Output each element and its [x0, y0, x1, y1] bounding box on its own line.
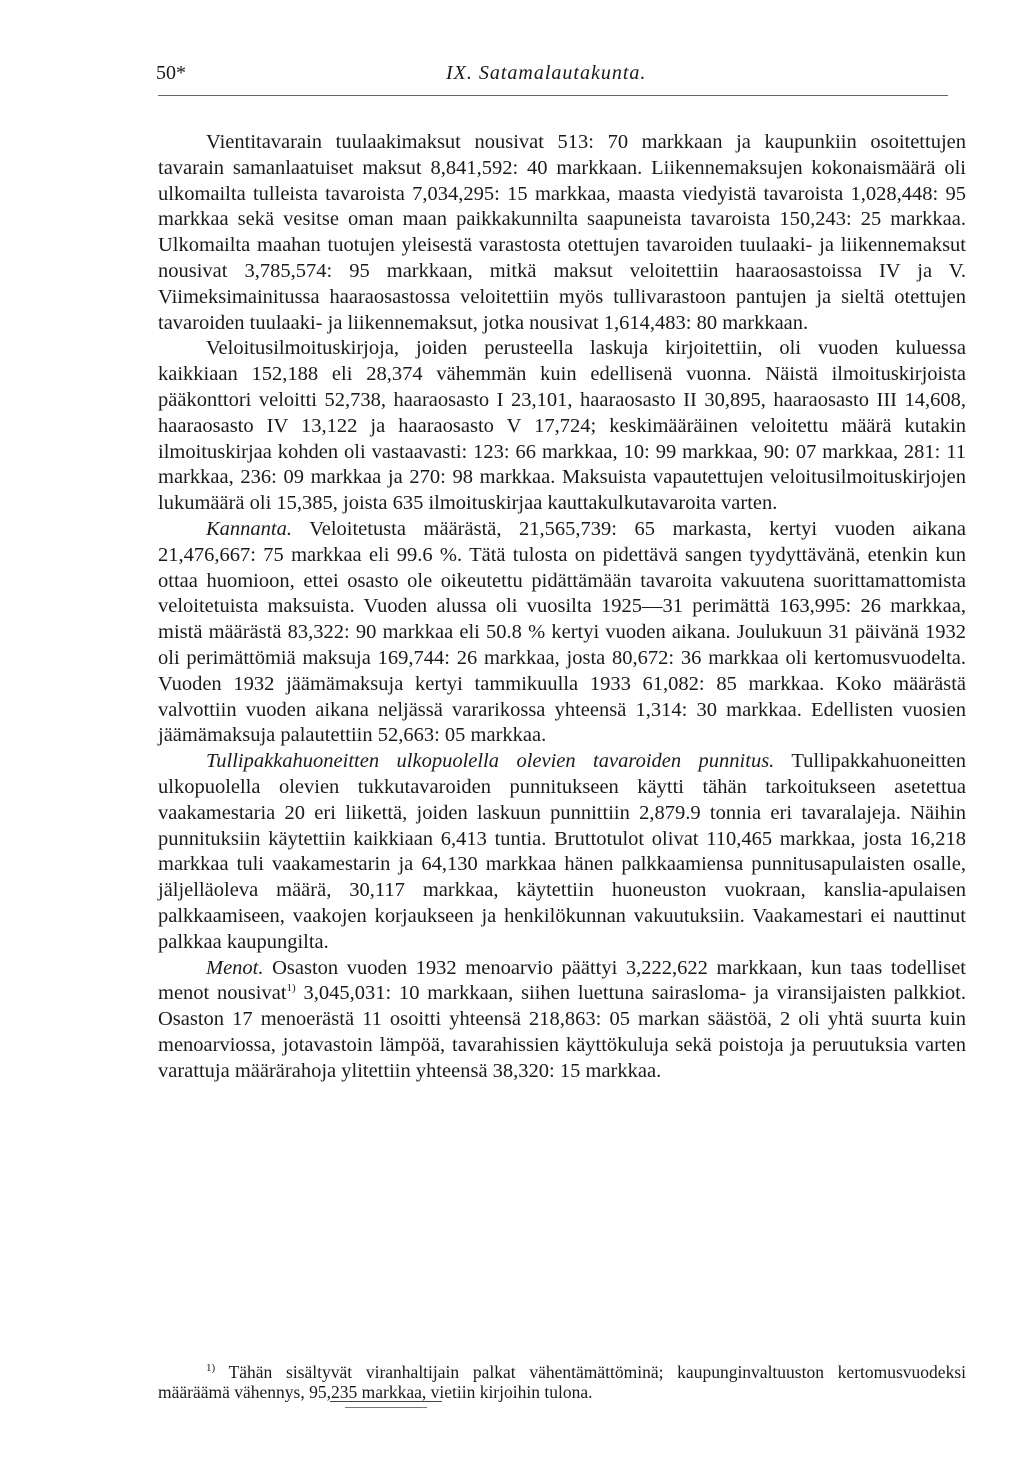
footnote-marker: 1)	[206, 1362, 216, 1375]
footnotes	[158, 1362, 966, 1402]
paragraph-expenses-text-a: Osaston vuoden 1932 menoarvio päättyi 3,222,622 markkaan, kun taas todelliset menot nousivat	[158, 956, 966, 1005]
paragraph-expenses	[158, 956, 966, 1085]
body-text	[158, 130, 966, 1084]
paragraph-billing-notices: Veloitusilmoituskirjoja, joiden perusteella laskuja kirjoitettiin, oli vuoden kuluessa kaikkiaan 152,188 eli 28,374 vähemmän kuin edellisenä vuonna. Näistä ilmoituskirjoista pääkonttori veloitti 52,738, haaraosasto I 23,101, haaraosasto II 30,895, haaraosasto III 14,608, haaraosasto IV 13,122 ja haaraosasto V 17,724; keskimääräinen veloitettu määrä kutakin ilmoituskirjaa kohden oli vastaavasti: 123: 66 markkaa, 10: 99 markkaa, 90: 07 markkaa, 281: 11 markkaa, 236: 09 markkaa ja 270: 98 markkaa. Maksuista vapautettujen veloitusilmoituskirjojen lukumäärä oli 15,385, joista 635 ilmoituskirjaa kauttakulkutavaroita varten.	[158, 337, 966, 515]
paragraph-weighing	[158, 749, 966, 955]
paragraph-fees: Vientitavarain tuulaakimaksut nousivat 513: 70 markkaan ja kaupunkiin osoitettujen tavarain samanlaatuiset maksut 8,841,592: 40 markkaan. Liikennemaksujen kokonaismäärä oli ulkomailta tulleista tavaroista 7,034,295: 15 markkaa, maasta viedyistä tavaroista 1,028,448: 95 markkaa sekä vesitse oman maan paikkakunnilta saapuneista tavaroista 150,243: 25 markkaa. Ulkomailta maahan tuotujen yleisestä varastosta otettujen tavaroiden tuulaaki- ja liikennemaksut nousivat 3,785,574: 95 markkaan, mitkä maksut veloitettiin haaraosastoissa IV ja V. Viimeksimainitussa haaraosastossa veloitettiin myös tullivarastoon pantujen ja sieltä otettujen tavaroiden tuulaaki- ja liikennemaksut, jotka nousivat 1,614,483: 80 markkaan.	[158, 131, 966, 334]
header-rule	[158, 95, 948, 96]
paragraph-expenses-heading: Menot.	[206, 956, 264, 979]
paragraph-collection-heading: Kannanta.	[206, 517, 292, 540]
bottom-divider	[330, 1401, 442, 1402]
bottom-divider-short	[345, 1407, 427, 1408]
paragraph-weighing-heading: Tullipakkahuoneitten ulkopuolella olevien tavaroiden punnitus.	[206, 750, 775, 773]
footnote	[158, 1362, 966, 1402]
running-title: IX. Satamalautakunta.	[446, 62, 647, 84]
running-header	[158, 62, 966, 92]
footnote-reference: 1)	[286, 982, 296, 995]
page-number: 50*	[156, 62, 186, 84]
paragraph-weighing-text: Tullipakkahuoneitten ulkopuolella olevien tukkutavaroiden punnitukseen käytti tähän tarkoitukseen asetettua vaakamestaria 20 eri liikettä, joiden laskuun punnittiin 2,879.9 tonnia eri tavaralajeja. Näihin punnituksiin käytettiin kaikkiaan 6,413 tuntia. Bruttotulot olivat 110,465 markkaa, josta 16,218 markkaa tuli vaakamestarin ja 64,130 markkaa hänen palkkaamiensa punnitusapulaisten osalle, jäljelläoleva määrä, 30,117 markkaa, käytettiin huoneuston vuokraan, kanslia-apulaisen palkkaamiseen, vaakojen korjaukseen ja henkilökunnan vakuutuksiin. Vaakamestari ei nauttinut palkkaa kaupungilta.	[158, 750, 966, 953]
footnote-text: Tähän sisältyvät viranhaltijain palkat vähentämättöminä; kaupunginvaltuuston kertomusvuodeksi määräämä vähennys, 95,235 markkaa, vietiin kirjoihin tulona.	[158, 1362, 966, 1402]
document-page	[156, 62, 966, 1402]
paragraph-collection	[158, 517, 966, 749]
paragraph-expenses-text-b: 3,045,031: 10 markkaan, siihen luettuna sairasloma- ja viransijaisten palkkiot. Osaston 17 menoerästä 11 osoitti yhteensä 218,863: 05 markan säästöä, 2 oli yhtä suurta kuin menoarviossa, jotavastoin lämpöä, tavarahissien käyttökuluja sekä poistoja ja peruutuksia varten varattuja määrärahoja ylitettiin yhteensä 38,320: 15 markkaa.	[158, 982, 966, 1082]
paragraph-collection-text: Veloitetusta määrästä, 21,565,739: 65 markasta, kertyi vuoden aikana 21,476,667: 75 markkaa eli 99.6 %. Tätä tulosta on pidettävä sangen tyydyttävänä, etenkin kun ottaa huomioon, ettei osasto ole oikeutettu pidättämään tavaroita vakuutena suorittamattomista veloitetuista maksuista. Vuoden alussa oli vuosilta 1925—31 perimättä 163,995: 26 markkaa, mistä määrästä 83,322: 90 markkaa eli 50.8 % kertyi vuoden aikana. Joulukuun 31 päivänä 1932 oli perimättömiä maksuja 169,744: 26 markkaa, josta 80,672: 36 markkaa oli kertomusvuodelta. Vuoden 1932 jäämämaksuja kertyi tammikuulla 1933 61,082: 85 markkaa. Koko määrästä valvottiin vuoden aikana neljässä vararikossa yhteensä 1,314: 30 markkaa. Edellisten vuosien jäämämaksuja palautettiin 52,663: 05 markkaa.	[158, 517, 966, 747]
